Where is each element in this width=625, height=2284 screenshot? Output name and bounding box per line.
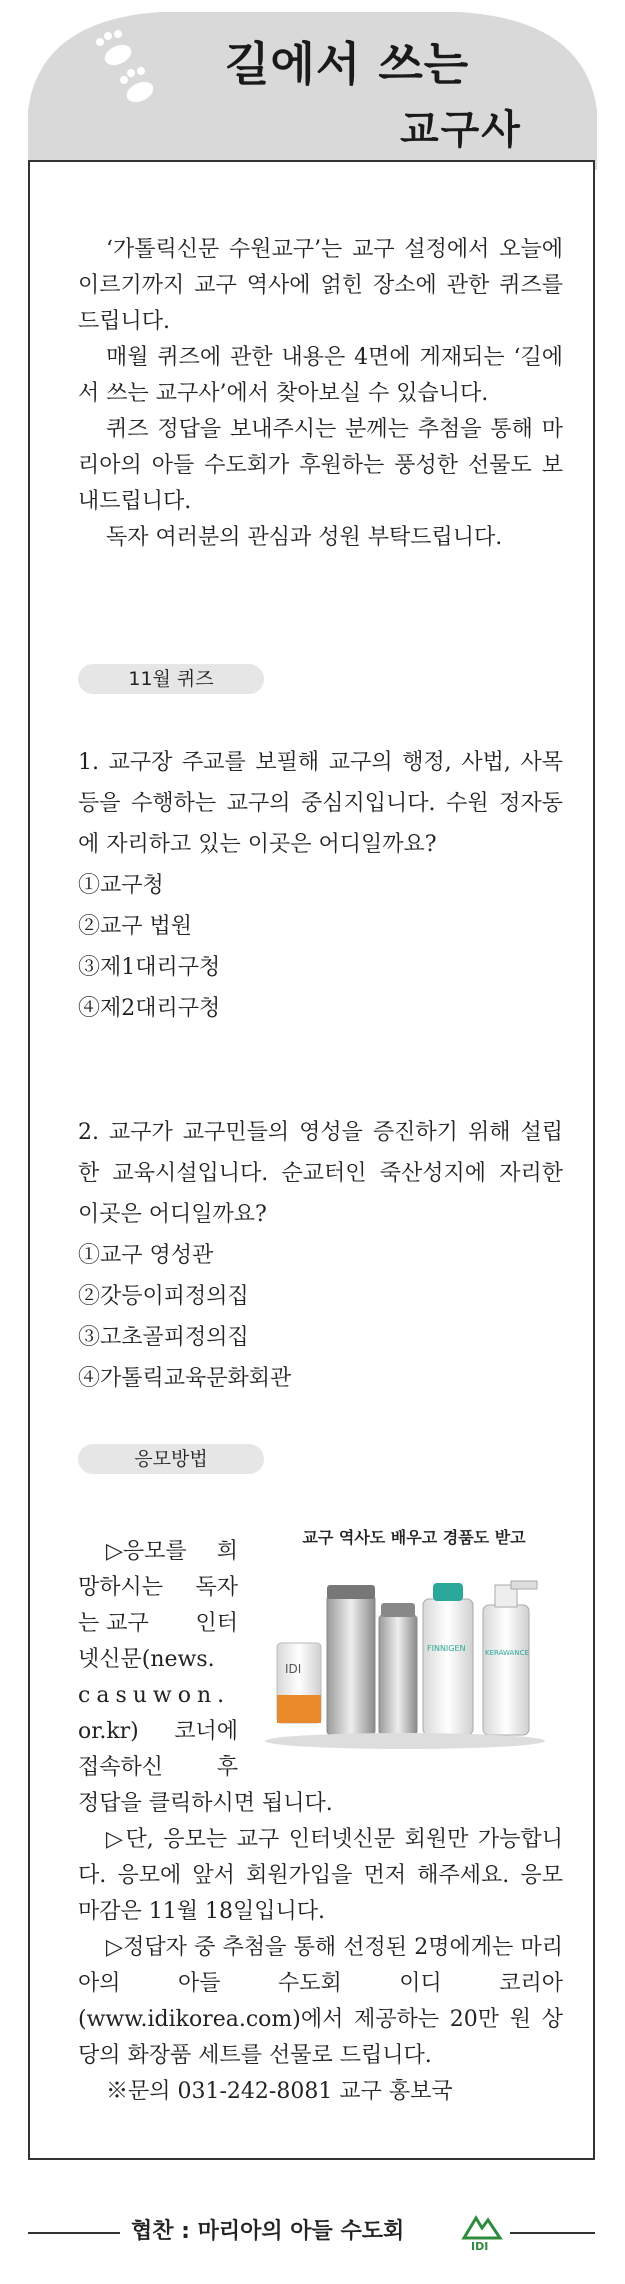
svg-text:FINNIGEN: FINNIGEN [427,1644,466,1653]
product-title: 교구 역사도 배우고 경품도 받고 [302,1528,526,1547]
apply-line: ▷응모를 희 [106,1539,238,1564]
footer-rule-right [510,2232,595,2234]
question-2-option: ①교구 영성관 [78,1243,214,1268]
question-2-option: ③고초골피정의집 [78,1325,249,1350]
question-1-option: ③제1대리구청 [78,955,221,980]
question-1-option: ④제2대리구청 [78,996,221,1021]
apply-label: 응모방법 [78,1444,264,1474]
quiz-label: 11월 퀴즈 [78,664,264,694]
apply-line: or.kr) 코너에 [78,1719,238,1744]
apply-paragraph: ▷정답자 중 추첨을 통해 선정된 2명에게는 마리아의 아들 수도회 이디 코리아(www.idikorea.com)에서 제공하는 20만 원 상당의 화장품 세트를 선물로 드립니다. [78,1935,563,2068]
question-1 [78,742,563,1029]
title-line-1: 길에서 쓰는 [225,37,470,91]
apply-paragraph: ▷단, 응모는 교구 인터넷신문 회원만 가능합니다. 응모에 앞서 회원가입을 먼저 해주세요. 응모 마감은 11월 18일입니다. [78,1827,563,1924]
contact-info: ※문의 031-242-8081 교구 홍보국 [106,2079,453,2104]
svg-text:KERAWANCE: KERAWANCE [485,1649,529,1657]
question-2-option: ④가톨릭교육문화회관 [78,1366,292,1391]
intro-paragraph: 매월 퀴즈에 관한 내용은 4면에 게재되는 ‘길에서 쓰는 교구사’에서 찾아보실 수 있습니다. [78,345,563,406]
footer-rule-left [28,2232,120,2234]
intro-paragraph: 퀴즈 정답을 보내주시는 분께는 추첨을 통해 마리아의 아들 수도회가 후원하는 풍성한 선물도 보내드립니다. [78,417,563,514]
question-1-option: ②교구 법원 [78,914,193,939]
svg-text:IDI: IDI [471,2240,489,2252]
svg-text:IDI: IDI [285,1662,302,1676]
apply-line: casuwon. [78,1683,231,1708]
question-1-option: ①교구청 [78,873,164,898]
apply-paragraph: 정답을 클릭하시면 됩니다. [78,1791,333,1816]
question-1-text: 1. 교구장 주교를 보필해 교구의 행정, 사법, 사목 등을 수행하는 교구의 중심지입니다. 수원 정자동에 자리하고 있는 이곳은 어디일까요? [78,750,563,857]
cosmetics-set-image [255,1555,573,1755]
question-2 [78,1112,563,1399]
apply-line: 망하시는 독자 [78,1575,238,1600]
intro-text [78,232,563,556]
apply-instructions [78,1786,563,2110]
idi-logo-icon [460,2208,504,2252]
apply-line: 접속하신 후 [78,1755,238,1780]
intro-paragraph: 독자 여러분의 관심과 성원 부탁드립니다. [106,525,503,550]
intro-paragraph: ‘가톨릭신문 수원교구’는 교구 설정에서 오늘에 이르기까지 교구 역사에 얽힌 장소에 관한 퀴즈를 드립니다. [78,237,563,334]
question-2-option: ②갓등이피정의집 [78,1284,249,1309]
apply-column [78,1534,238,1786]
header [0,0,625,170]
apply-line: 넷신문(news. [78,1647,215,1672]
sponsor-text: 협찬 : 마리아의 아들 수도회 [131,2219,405,2244]
product-figure [255,1525,573,1755]
title-line-2: 교구사 [400,107,522,153]
apply-line: 는 교구 인터 [78,1611,238,1636]
question-2-text: 2. 교구가 교구민들의 영성을 증진하기 위해 설립한 교육시설입니다. 순교터인 죽산성지에 자리한 이곳은 어디일까요? [78,1120,563,1227]
